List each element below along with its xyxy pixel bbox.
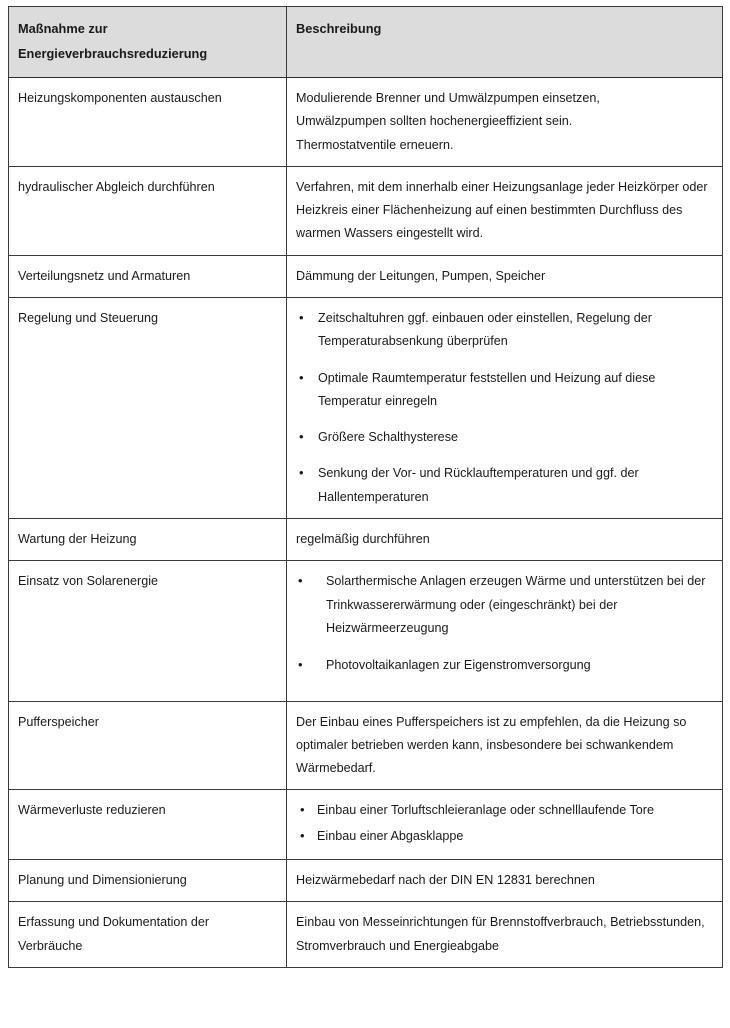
description-cell <box>287 561 723 701</box>
measure-cell: Verteilungsnetz und Armaturen <box>9 255 287 297</box>
table-row <box>9 701 723 790</box>
description-line: Der Einbau eines Pufferspeichers ist zu empfehlen, da die Heizung so optimaler betrieben werden kann, insbesondere bei schwankendem Wärmebedarf. <box>296 714 687 776</box>
table-row <box>9 297 723 518</box>
description-cell <box>287 790 723 860</box>
description-cell <box>287 519 723 561</box>
description-line: Verfahren, mit dem innerhalb einer Heizungsanlage jeder Heizkörper oder Heizkreis einer Flächenheizung auf einen bestimmten Durchfluss des warmen Wassers eingestellt wird. <box>296 179 708 241</box>
description-line: Modulierende Brenner und Umwälzpumpen einsetzen, <box>296 90 600 105</box>
list-item: • Senkung der Vor- und Rücklauftemperaturen und ggf. der Hallentemperaturen <box>296 462 712 509</box>
measure-cell: Wärmeverluste reduzieren <box>9 790 287 860</box>
description-bullet-list <box>296 570 712 677</box>
description-line: Einbau von Messeinrichtungen für Brennstoffverbrauch, Betriebsstunden, Stromverbrauch und Energieabgabe <box>296 915 705 953</box>
list-item: • Solarthermische Anlagen erzeugen Wärme und unterstützen bei der Trinkwassererwärmung oder (eingeschränkt) bei der Heizwärmeerzeugung <box>296 570 712 640</box>
measure-cell: Regelung und Steuerung <box>9 297 287 518</box>
description-cell <box>287 166 723 255</box>
description-cell <box>287 701 723 790</box>
column-header-measure-line2: Energieverbrauchsreduzierung <box>18 45 208 61</box>
description-cell <box>287 297 723 518</box>
description-line: Dämmung der Leitungen, Pumpen, Speicher <box>296 268 546 283</box>
description-cell <box>287 255 723 297</box>
table-row <box>9 561 723 701</box>
description-cell <box>287 902 723 968</box>
list-item: • Einbau einer Torluftschleieranlage oder schnelllaufende Tore <box>296 799 712 822</box>
column-header-measure-line1: Maßnahme zur <box>18 21 108 36</box>
description-bullet-list <box>296 307 712 509</box>
table-row <box>9 519 723 561</box>
table-body <box>9 77 723 967</box>
measure-cell: Wartung der Heizung <box>9 519 287 561</box>
table-row <box>9 77 723 166</box>
table-header-row <box>9 7 723 78</box>
table-row <box>9 166 723 255</box>
measure-line1: Erfassung und Dokumentation der <box>18 915 210 930</box>
description-line: Thermostatventile erneuern. <box>296 137 454 152</box>
measure-cell: hydraulischer Abgleich durchführen <box>9 166 287 255</box>
description-cell <box>287 77 723 166</box>
table-row <box>9 790 723 860</box>
table-row <box>9 902 723 968</box>
measure-cell: Einsatz von Solarenergie <box>9 561 287 701</box>
list-item: • Photovoltaikanlagen zur Eigenstromversorgung <box>296 654 712 677</box>
list-item: • Zeitschaltuhren ggf. einbauen oder einstellen, Regelung der Temperaturabsenkung überprüfen <box>296 307 712 354</box>
table-row <box>9 860 723 902</box>
measure-cell: Pufferspeicher <box>9 701 287 790</box>
measure-cell: Heizungskomponenten austauschen <box>9 77 287 166</box>
list-item: • Optimale Raumtemperatur feststellen und Heizung auf diese Temperatur einregeln <box>296 367 712 414</box>
description-bullet-list <box>296 799 712 848</box>
description-cell <box>287 860 723 902</box>
column-header-description: Beschreibung <box>287 7 723 78</box>
list-item: • Größere Schalthysterese <box>296 426 712 449</box>
measure-line2: Verbräuche <box>18 938 83 953</box>
measure-cell <box>9 902 287 968</box>
energy-measures-table <box>8 6 723 968</box>
measure-cell: Planung und Dimensionierung <box>9 860 287 902</box>
description-line: Umwälzpumpen sollten hochenergieeffizient sein. <box>296 114 573 129</box>
table-row <box>9 255 723 297</box>
table-header <box>9 7 723 78</box>
description-line: Heizwärmebedarf nach der DIN EN 12831 berechnen <box>296 873 595 888</box>
description-line: regelmäßig durchführen <box>296 532 430 547</box>
list-item: • Einbau einer Abgasklappe <box>296 825 712 848</box>
column-header-measure <box>9 7 287 78</box>
